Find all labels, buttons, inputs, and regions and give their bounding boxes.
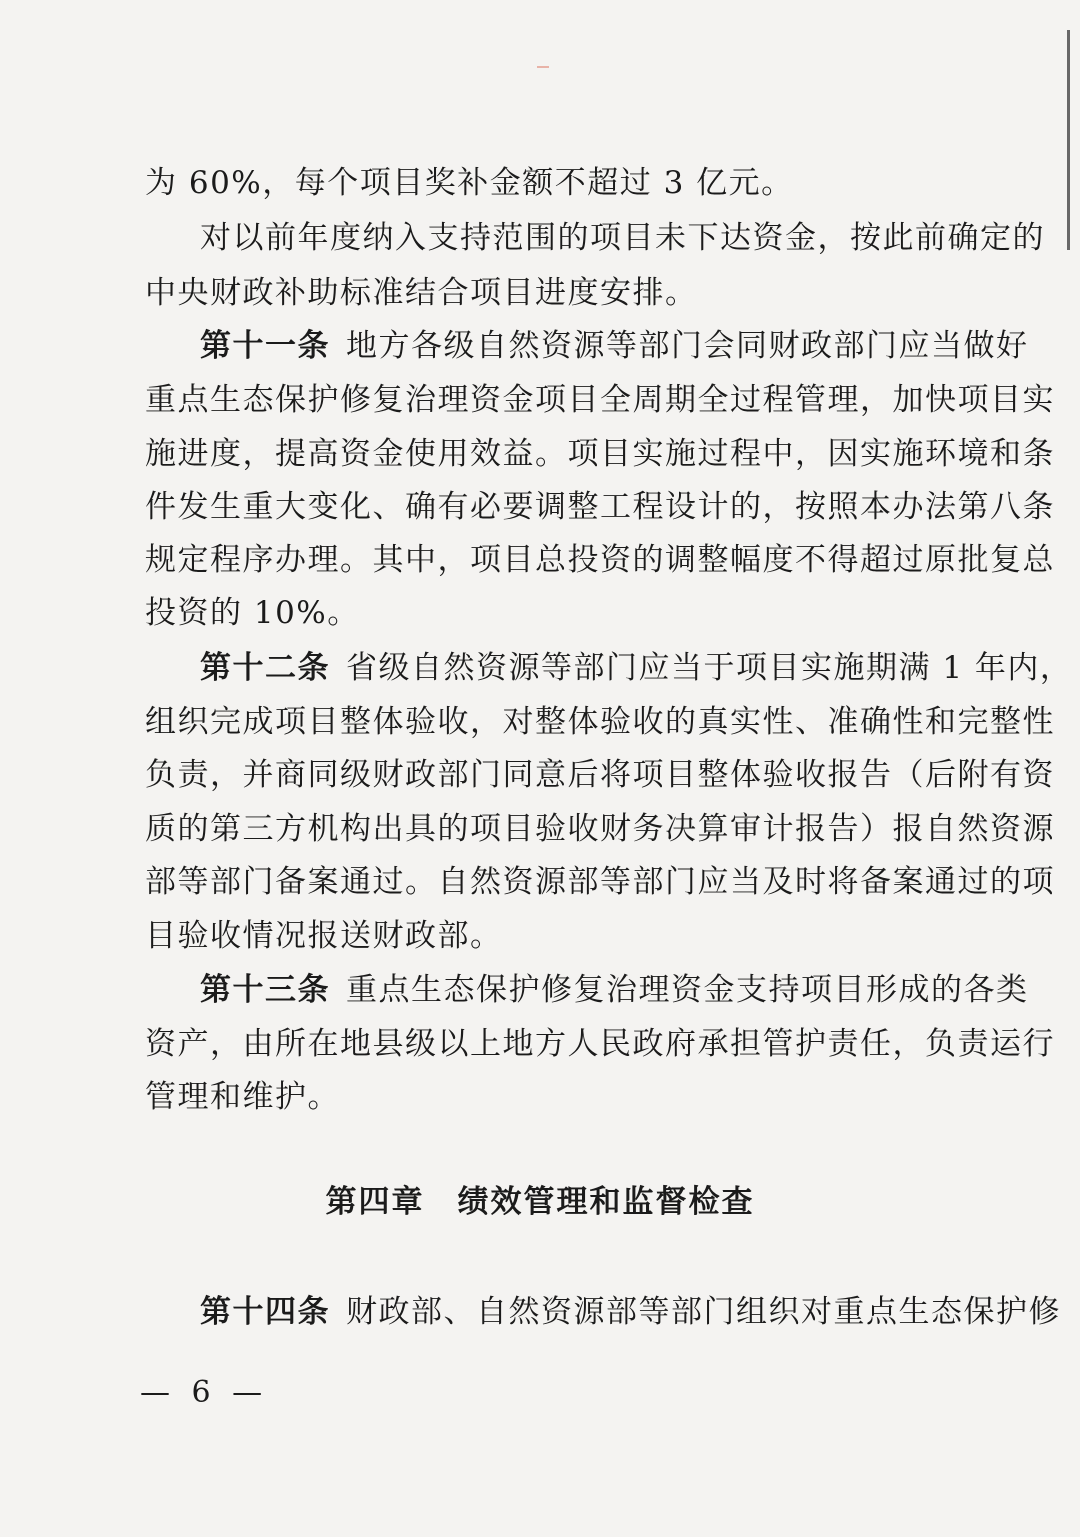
body-line xyxy=(145,426,1055,482)
line-text: 重点生态保护修复治理资金项目全周期全过程管理，加快项目实 xyxy=(145,382,1055,418)
body-line xyxy=(145,854,1055,910)
line-text: 目验收情况报送财政部。 xyxy=(145,918,503,954)
line-text: 为 60%，每个项目奖补金额不超过 3 亿元。 xyxy=(145,165,794,201)
body-line xyxy=(145,1016,1055,1072)
body-line xyxy=(145,585,950,641)
line-text: 质的第三方机构出具的项目验收财务决算审计报告）报自然资源 xyxy=(145,811,1055,847)
body-line xyxy=(145,747,1055,803)
body-line xyxy=(145,532,1055,588)
article-13-first-line xyxy=(200,962,1029,1018)
article-title: 第十三条 xyxy=(200,972,330,1008)
article-title: 第十一条 xyxy=(200,328,330,364)
body-line xyxy=(200,210,1045,266)
line-text: 负责，并商同级财政部门同意后将项目整体验收报告（后附有资 xyxy=(145,757,1055,793)
article-title: 第十四条 xyxy=(200,1294,330,1330)
line-text: 管理和维护。 xyxy=(145,1079,340,1115)
article-14-first-line xyxy=(200,1284,1061,1340)
line-text: 部等部门备案通过。自然资源部等部门应当及时将备案通过的项 xyxy=(145,864,1055,900)
line-text: 件发生重大变化、确有必要调整工程设计的，按照本办法第八条 xyxy=(145,489,1055,525)
line-text: 投资的 10%。 xyxy=(145,595,360,631)
body-line xyxy=(145,479,1055,535)
line-text: 资产，由所在地县级以上地方人民政府承担管护责任，负责运行 xyxy=(145,1026,1055,1062)
line-text: 中央财政补助标准结合项目进度安排。 xyxy=(145,275,698,311)
line-text: 重点生态保护修复治理资金支持项目形成的各类 xyxy=(346,972,1029,1008)
article-12-first-line xyxy=(200,640,1073,696)
body-line xyxy=(145,801,1055,857)
line-text: 地方各级自然资源等部门会同财政部门应当做好 xyxy=(346,328,1029,364)
line-text: 财政部、自然资源部等部门组织对重点生态保护修 xyxy=(346,1294,1061,1330)
chapter-heading: 第四章 绩效管理和监督检查 xyxy=(325,1184,755,1220)
body-line xyxy=(145,908,950,964)
line-text: 组织完成项目整体验收，对整体验收的真实性、准确性和完整性 xyxy=(145,704,1055,740)
body-line xyxy=(145,1069,950,1125)
article-title: 第十二条 xyxy=(200,650,330,686)
body-line xyxy=(145,155,950,211)
line-text: 省级自然资源等部门应当于项目实施期满 1 年内， xyxy=(346,650,1073,686)
scan-edge-line xyxy=(1067,30,1070,250)
line-text: 施进度，提高资金使用效益。项目实施过程中，因实施环境和条 xyxy=(145,436,1055,472)
scan-mark xyxy=(537,66,549,68)
body-line xyxy=(145,372,1055,428)
page-number: — 6 — xyxy=(140,1375,269,1410)
article-11-first-line xyxy=(200,318,1029,374)
line-text: 对以前年度纳入支持范围的项目未下达资金，按此前确定的 xyxy=(200,220,1045,256)
line-text: 规定程序办理。其中，项目总投资的调整幅度不得超过原批复总 xyxy=(145,542,1055,578)
body-line xyxy=(145,694,1055,750)
body-line xyxy=(145,265,950,321)
